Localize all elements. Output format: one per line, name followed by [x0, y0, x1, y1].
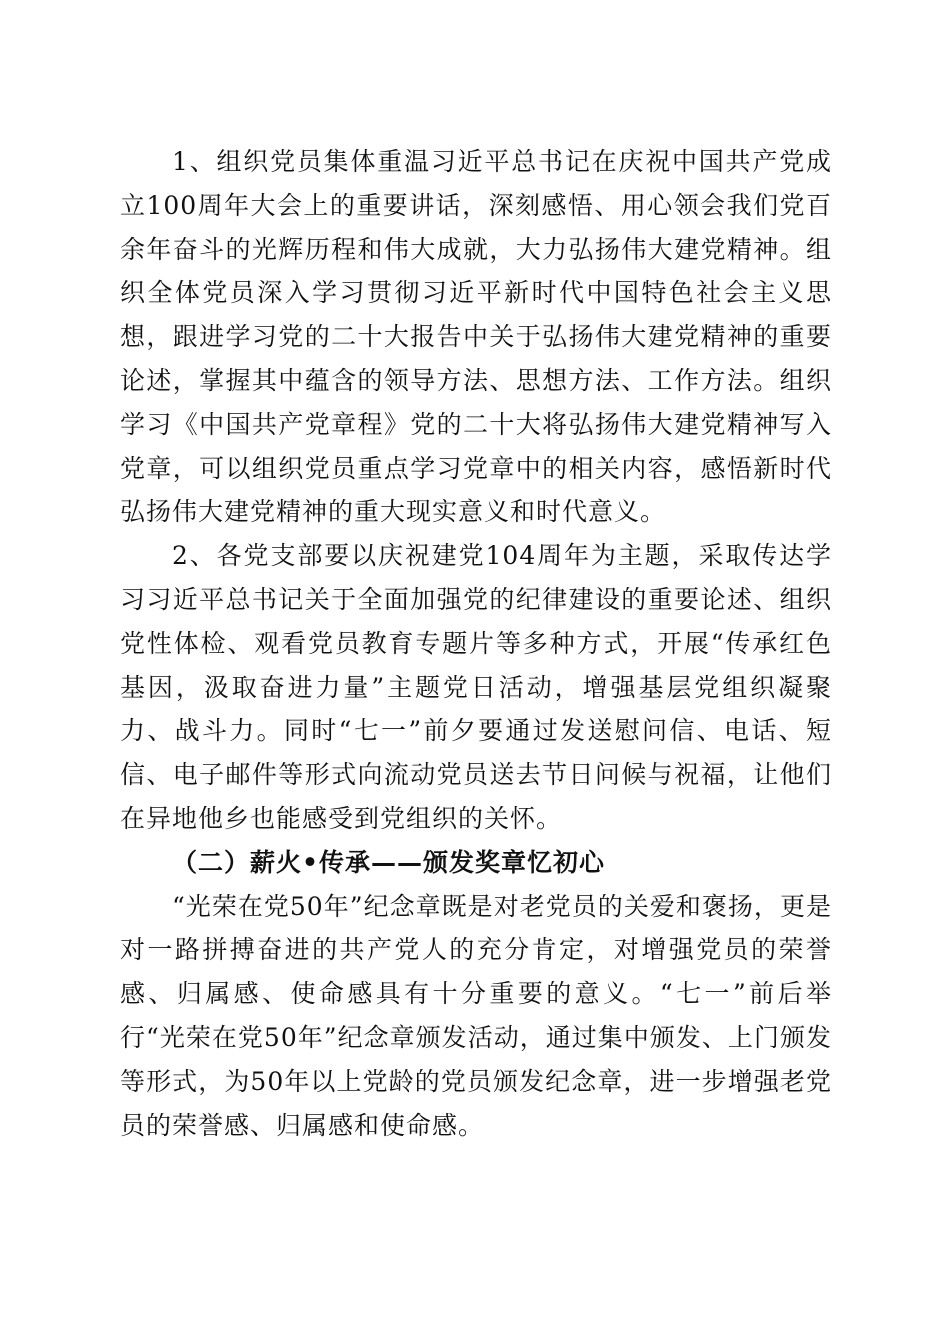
- document-body: [120, 140, 832, 1147]
- paragraph-commemorative-medal: “光荣在党50年”纪念章既是对老党员的关爱和褒扬，更是对一路拼搏奋进的共产党人的充分肯定，对增强党员的荣誉感、归属感、使命感具有十分重要的意义。“七一”前后举行“光荣在党50年”纪念章颁发活动，通过集中颁发、上门颁发等形式，为50年以上党龄的党员颁发纪念章，进一步增强老党员的荣誉感、归属感和使命感。: [120, 891, 832, 1140]
- paragraph-item-1: 1、组织党员集体重温习近平总书记在庆祝中国共产党成立100周年大会上的重要讲话，深刻感悟、用心领会我们党百余年奋斗的光辉历程和伟大成就，大力弘扬伟大建党精神。组织全体党员深入学习贯彻习近平新时代中国特色社会主义思想，跟进学习党的二十大报告中关于弘扬伟大建党精神的重要论述，掌握其中蕴含的领导方法、思想方法、工作方法。组织学习《中国共产党章程》党的二十大将弘扬伟大建党精神写入党章，可以组织党员重点学习党章中的相关内容，感悟新时代弘扬伟大建党精神的重大现实意义和时代意义。: [120, 147, 832, 527]
- paragraph-item-2: 2、各党支部要以庆祝建党104周年为主题，采取传达学习习近平总书记关于全面加强党的纪律建设的重要论述、组织党性体检、观看党员教育专题片等多种方式，开展“传承红色基因，汲取奋进力量”主题党日活动，增强基层党组织凝聚力、战斗力。同时“七一”前夕要通过发送慰问信、电话、短信、电子邮件等形式向流动党员送去节日问候与祝福，让他们在异地他乡也能感受到党组织的关怀。: [120, 541, 832, 833]
- section-heading: （二）薪火•传承——颁发奖章忆初心: [172, 847, 605, 877]
